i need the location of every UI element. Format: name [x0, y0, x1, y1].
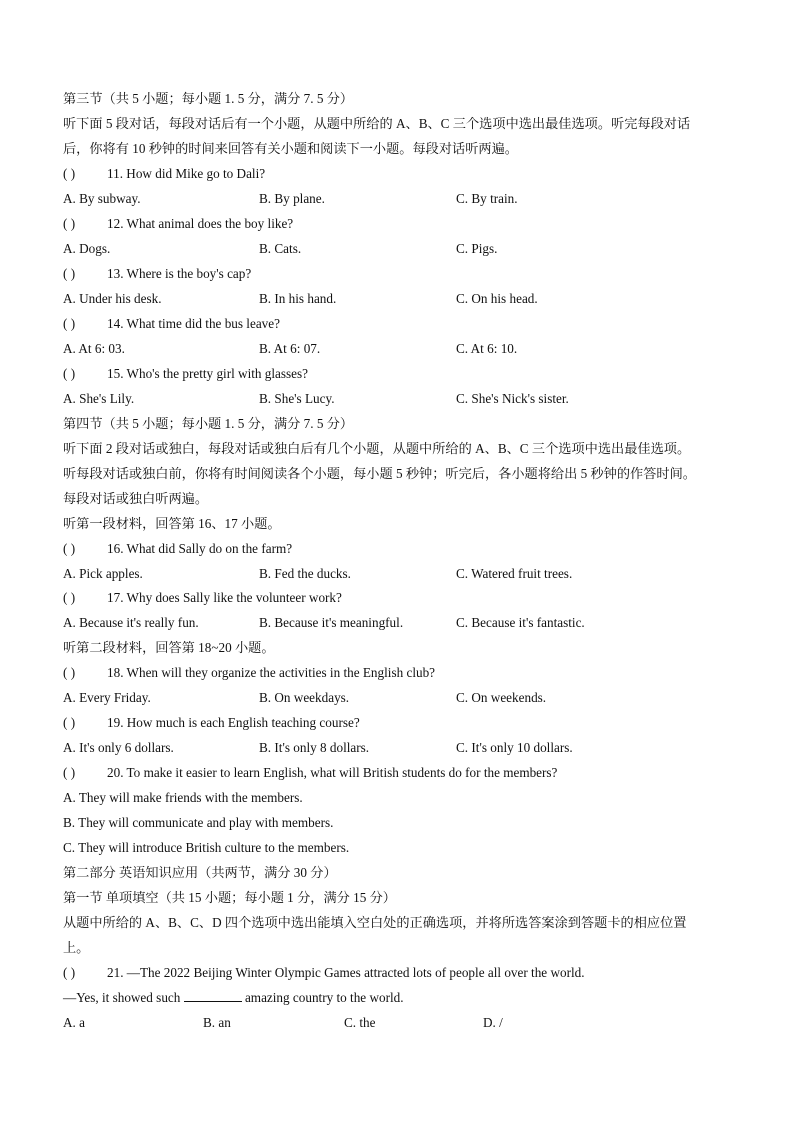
part2-heading: 第二部分 英语知识应用（共两节，满分 30 分）	[63, 865, 337, 880]
question-15	[63, 365, 733, 383]
option-a: A. Because it's really fun.	[63, 615, 199, 630]
option-b: B. They will communicate and play with members.	[63, 815, 334, 830]
options-15	[63, 390, 743, 408]
option-a: A. She's Lily.	[63, 391, 135, 406]
options-18	[63, 689, 743, 707]
question-17	[63, 589, 733, 607]
option-c: C. At 6: 10.	[456, 341, 518, 356]
question-21	[63, 964, 733, 982]
answer-blank[interactable]: ( )	[63, 366, 76, 381]
option-c: C. Watered fruit trees.	[456, 566, 573, 581]
question-text: 11. How did Mike go to Dali?	[107, 166, 266, 181]
options-14	[63, 340, 743, 358]
section3-instruction-2: 后，你将有 10 秒钟的时间来回答有关小题和阅读下一小题。每段对话听两遍。	[63, 141, 518, 156]
question-19	[63, 714, 733, 732]
section3-instruction-1: 听下面 5 段对话，每段对话后有一个小题，从题中所给的 A、B、C 三个选项中选出最佳选项。听完每段对话	[63, 116, 691, 131]
option-c: C. On his head.	[456, 291, 538, 306]
reply-text-start: —Yes, it showed such	[63, 990, 181, 1005]
option-c: C. Pigs.	[456, 241, 498, 256]
options-21	[63, 1014, 743, 1032]
part2-instruction-2: 上。	[63, 940, 90, 955]
part2-label: 听第二段材料，回答第 18~20 小题。	[63, 640, 275, 655]
question-20	[63, 764, 733, 782]
option-a: A. Pick apples.	[63, 566, 143, 581]
option-b: B. Fed the ducks.	[259, 566, 351, 581]
option-b: B. She's Lucy.	[259, 391, 335, 406]
question-13	[63, 265, 733, 283]
section4-heading: 第四节（共 5 小题；每小题 1. 5 分，满分 7. 5 分）	[63, 416, 354, 431]
question-14	[63, 315, 733, 333]
section4-instruction-2: 听每段对话或独白前，你将有时间阅读各个小题，每小题 5 秒钟；听完后，各小题将给出 5 秒钟的作答时间。	[63, 466, 696, 481]
option-c: C. On weekends.	[456, 690, 547, 705]
option-b: B. By plane.	[259, 191, 325, 206]
options-13	[63, 290, 743, 308]
question-text: 14. What time did the bus leave?	[107, 316, 280, 331]
question-text: 19. How much is each English teaching course?	[107, 715, 360, 730]
option-b: B. Cats.	[259, 241, 302, 256]
option-c: C. the	[344, 1015, 376, 1030]
answer-blank[interactable]: ( )	[63, 665, 76, 680]
option-c: C. It's only 10 dollars.	[456, 740, 573, 755]
options-16	[63, 565, 743, 583]
answer-blank[interactable]: ( )	[63, 316, 76, 331]
option-b: B. an	[203, 1015, 231, 1030]
option-c: C. Because it's fantastic.	[456, 615, 585, 630]
question-18	[63, 664, 733, 682]
section3-heading: 第三节（共 5 小题；每小题 1. 5 分，满分 7. 5 分）	[63, 91, 354, 106]
options-19	[63, 739, 743, 757]
part2-instruction-1: 从题中所给的 A、B、C、D 四个选项中选出能填入空白处的正确选项，并将所选答案涂到答题卡的相应位置	[63, 915, 687, 930]
answer-blank[interactable]: ( )	[63, 765, 76, 780]
question-21-reply	[63, 989, 733, 1007]
reply-text-end: amazing country to the world.	[244, 990, 404, 1005]
question-text: 18. When will they organize the activities in the English club?	[107, 665, 436, 680]
option-a: A. a	[63, 1015, 85, 1030]
question-text: 17. Why does Sally like the volunteer work?	[107, 590, 342, 605]
option-b: B. In his hand.	[259, 291, 337, 306]
answer-blank[interactable]: ( )	[63, 216, 76, 231]
option-a: A. At 6: 03.	[63, 341, 125, 356]
option-a: A. It's only 6 dollars.	[63, 740, 174, 755]
question-text: 15. Who's the pretty girl with glasses?	[107, 366, 309, 381]
section4-instruction-1: 听下面 2 段对话或独白，每段对话或独白后有几个小题，从题中所给的 A、B、C 三个选项中选出最佳选项。	[63, 441, 691, 456]
answer-blank[interactable]: ( )	[63, 590, 76, 605]
option-d: D. /	[483, 1015, 503, 1030]
answer-blank[interactable]: ( )	[63, 965, 76, 980]
question-text: 21. —The 2022 Beijing Winter Olympic Games attracted lots of people all over the world.	[107, 965, 585, 980]
question-11	[63, 165, 733, 183]
answer-blank[interactable]: ( )	[63, 266, 76, 281]
option-b: B. It's only 8 dollars.	[259, 740, 370, 755]
options-12	[63, 240, 743, 258]
option-b: B. At 6: 07.	[259, 341, 321, 356]
question-text: 12. What animal does the boy like?	[107, 216, 294, 231]
options-11	[63, 190, 743, 208]
option-b: B. On weekdays.	[259, 690, 350, 705]
answer-blank[interactable]: ( )	[63, 715, 76, 730]
options-17	[63, 614, 743, 632]
question-text: 16. What did Sally do on the farm?	[107, 541, 293, 556]
section4-instruction-3: 每段对话或独白听两遍。	[63, 491, 209, 506]
option-c: C. She's Nick's sister.	[456, 391, 569, 406]
question-text: 13. Where is the boy's cap?	[107, 266, 252, 281]
option-b: B. Because it's meaningful.	[259, 615, 404, 630]
answer-blank[interactable]: ( )	[63, 166, 76, 181]
option-a: A. Dogs.	[63, 241, 111, 256]
part2-section1-heading: 第一节 单项填空（共 15 小题；每小题 1 分，满分 15 分）	[63, 890, 396, 905]
option-a: A. They will make friends with the members.	[63, 790, 303, 805]
option-a: A. Every Friday.	[63, 690, 151, 705]
option-c: C. By train.	[456, 191, 518, 206]
question-12	[63, 215, 733, 233]
option-a: A. By subway.	[63, 191, 141, 206]
question-16	[63, 540, 733, 558]
part1-label: 听第一段材料，回答第 16、17 小题。	[63, 516, 281, 531]
option-a: A. Under his desk.	[63, 291, 162, 306]
option-c: C. They will introduce British culture to the members.	[63, 840, 350, 855]
answer-blank[interactable]: ( )	[63, 541, 76, 556]
question-text: 20. To make it easier to learn English, what will British students do for the members?	[107, 765, 558, 780]
fill-in-blank[interactable]	[184, 989, 242, 1002]
